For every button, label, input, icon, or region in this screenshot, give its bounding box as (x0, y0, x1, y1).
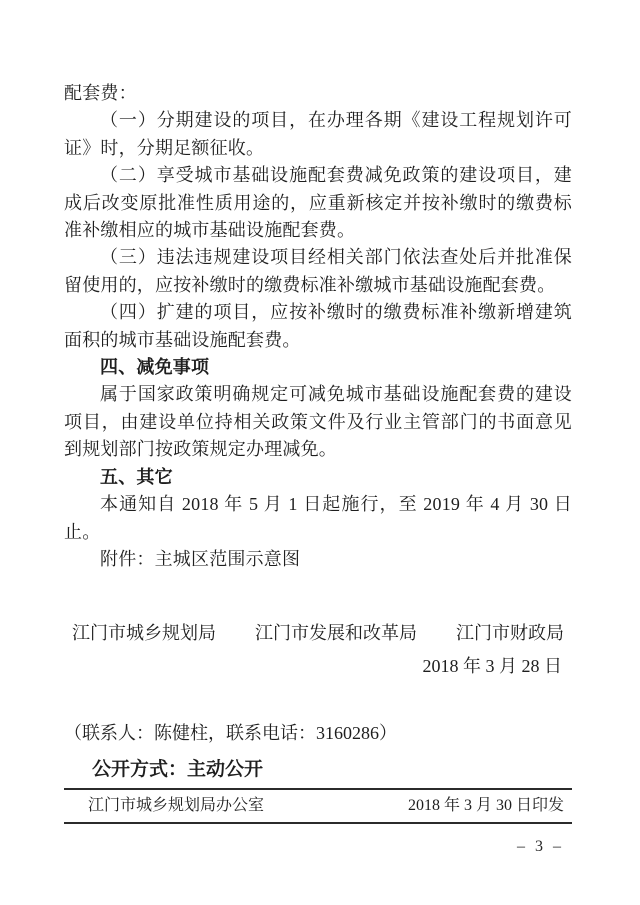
page-number: – 3 – (517, 838, 564, 855)
print-date: 2018 年 3 月 30 日印发 (407, 797, 564, 815)
section-5-text: 本通知自 2018 年 5 月 1 日起施行，至 2019 年 4 月 30 日止。 (64, 494, 572, 542)
print-footer (64, 788, 572, 824)
contact-line: （联系人：陈健柱，联系电话：3160286） (64, 723, 397, 744)
section-5-heading: 五、其它 (100, 466, 173, 487)
document-body (64, 80, 572, 824)
signature-date: 2018 年 3 月 28 日 (422, 656, 562, 677)
agency-finance-bureau: 江门市财政局 (456, 623, 564, 644)
body-lead-line: 配套费： (64, 83, 137, 103)
body-item-1: （一）分期建设的项目，在办理各期《建设工程规划许可证》时，分期足额征收。 (64, 110, 572, 158)
agency-planning-bureau: 江门市城乡规划局 (72, 623, 216, 644)
section-4-heading: 四、减免事项 (100, 357, 210, 378)
signature-block (64, 621, 572, 678)
section-4-text: 属于国家政策明确规定可减免城市基础设施配套费的建设项目，由建设单位持相关政策文件及行业主管部门的书面意见到规划部门按政策规定办理减免。 (64, 384, 572, 460)
issuing-office: 江门市城乡规划局办公室 (88, 797, 265, 815)
agency-development-reform-bureau: 江门市发展和改革局 (255, 623, 417, 644)
publicity-line: 公开方式：主动公开 (92, 759, 264, 781)
body-item-3: （三）违法违规建设项目经相关部门依法查处后并批准保留使用的，应按补缴时的缴费标准补缴城市基础设施配套费。 (64, 247, 572, 295)
signing-agencies (64, 621, 572, 645)
body-item-2: （二）享受城市基础设施配套费减免政策的建设项目，建成后改变原批准性质用途的，应重新核定并按补缴时的缴费标准补缴相应的城市基础设施配套费。 (64, 165, 572, 241)
print-footer-row (64, 796, 572, 816)
body-item-4: （四）扩建的项目，应按补缴时的缴费标准补缴新增建筑面积的城市基础设施配套费。 (64, 302, 572, 350)
attachment-line: 附件：主城区范围示意图 (100, 548, 301, 569)
